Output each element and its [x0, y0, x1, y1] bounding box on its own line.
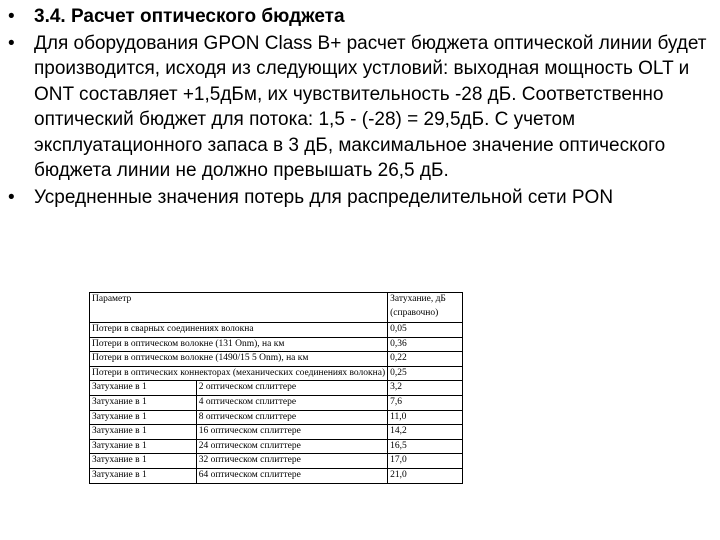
splitter-name: 8 оптическом сплиттере	[196, 410, 387, 425]
header-value: Затухание, дБ (справочно)	[388, 293, 463, 323]
table-row	[90, 352, 463, 367]
table-intro: Усредненные значения потерь для распределительной сети PON	[34, 186, 614, 208]
section-heading: 3.4. Расчет оптического бюджета	[34, 6, 345, 27]
splitter-prefix: Затухание в 1	[90, 410, 197, 425]
table-row	[90, 323, 463, 338]
splitter-name: 16 оптическом сплиттере	[196, 425, 387, 440]
splitter-value: 17,0	[388, 454, 463, 469]
splitter-prefix: Затухание в 1	[90, 395, 197, 410]
splitter-name: 64 оптическом сплиттере	[196, 468, 387, 483]
splitter-name: 2 оптическом сплиттере	[196, 381, 387, 396]
splitter-value: 16,5	[388, 439, 463, 454]
table-row	[90, 381, 463, 396]
row-value: 0,05	[388, 323, 463, 338]
bullet-marker: •	[8, 32, 15, 54]
splitter-prefix: Затухание в 1	[90, 425, 197, 440]
bullet-table-intro	[8, 185, 714, 211]
row-value: 0,22	[388, 352, 463, 367]
bullet-budget-text	[8, 31, 714, 184]
bullet-marker: •	[8, 6, 15, 27]
table-row	[90, 337, 463, 352]
splitter-value: 11,0	[388, 410, 463, 425]
table-row	[90, 454, 463, 469]
row-param: Потери в оптическом волокне (1490/15 5 Onm), на км	[90, 352, 388, 367]
splitter-name: 24 оптическом сплиттере	[196, 439, 387, 454]
table-row	[90, 366, 463, 381]
splitter-value: 7,6	[388, 395, 463, 410]
splitter-prefix: Затухание в 1	[90, 439, 197, 454]
table-row	[90, 439, 463, 454]
table-row	[90, 410, 463, 425]
budget-paragraph: Для оборудования GPON Class B+ расчет бюджета оптической линии будет производится, исходя из следующих устловий: выходная мощность OLT и ONT составляет +1,5дБм, их чувствительность -28 дБ. Соответственно оптический бюджет для потока: 1,5 - (-28) = 29,5дБ. С учетом эксплуатационного запаса в 3 дБ, максимальное значение оптического бюджета линии не должно превышать 26,5 дБ.	[34, 32, 707, 181]
row-value: 0,25	[388, 366, 463, 381]
loss-table	[89, 292, 463, 484]
bullet-marker: •	[8, 186, 15, 208]
row-param: Потери в оптическом волокне (131 Onm), на км	[90, 337, 388, 352]
splitter-name: 4 оптическом сплиттере	[196, 395, 387, 410]
row-param: Потери в оптических коннекторах (механических соединениях волокна)	[90, 366, 388, 381]
header-param: Параметр	[90, 293, 388, 323]
row-value: 0,36	[388, 337, 463, 352]
splitter-value: 3,2	[388, 381, 463, 396]
splitter-value: 14,2	[388, 425, 463, 440]
splitter-prefix: Затухание в 1	[90, 454, 197, 469]
splitter-name: 32 оптическом сплиттере	[196, 454, 387, 469]
splitter-prefix: Затухание в 1	[90, 381, 197, 396]
splitter-prefix: Затухание в 1	[90, 468, 197, 483]
bullet-heading	[8, 4, 714, 30]
splitter-value: 21,0	[388, 468, 463, 483]
bullet-list	[8, 4, 714, 210]
table-header-row	[90, 293, 463, 323]
row-param: Потери в сварных соединениях волокна	[90, 323, 388, 338]
table-row	[90, 468, 463, 483]
table-row	[90, 425, 463, 440]
table-row	[90, 395, 463, 410]
